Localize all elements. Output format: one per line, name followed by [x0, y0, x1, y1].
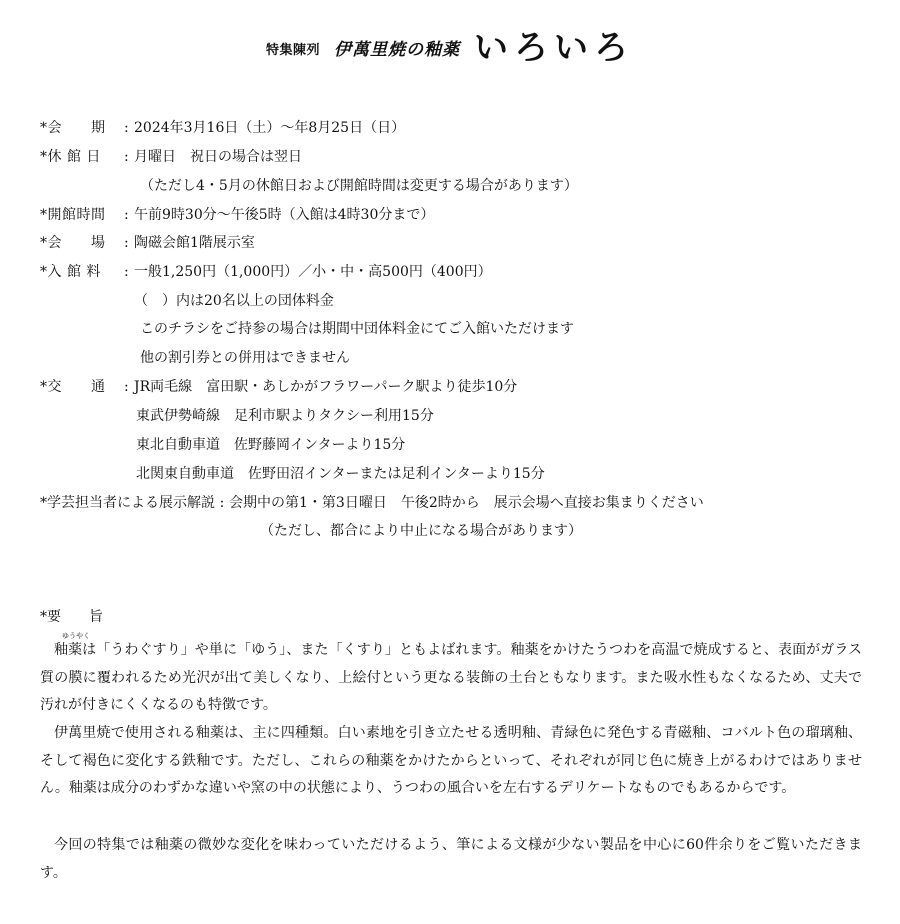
access-line: 東北自動車道 佐野藤岡インターより15分 [136, 437, 406, 453]
access-row: *交 通 : JR両毛線 富田駅・あしかがフラワーパーク駅より徒歩10分 [40, 379, 518, 395]
access-line: 北関東自動車道 佐野田沼インターまたは足利インターより15分 [136, 466, 545, 482]
hours-row: *開館時間 : 午前9時30分〜午後5時（入館は4時30分まで） [40, 207, 435, 223]
exhibition-title: 伊萬里焼の釉薬 [334, 40, 460, 60]
closed-label: *休 館 日 [40, 149, 101, 165]
talk-row: *学芸担当者による展示解説 : 会期中の第1・第3日曜日 午後2時から 展示会場へ直接お集まりください [40, 495, 704, 511]
talk-label: *学芸担当者による展示解説 [40, 495, 215, 511]
fee-label: *入 館 料 [40, 264, 101, 280]
summary-paragraph: 伊萬里焼で使用される釉薬は、主に四種類。白い素地を引き立たせる透明釉、青緑色に発色する青磁釉、コバルト色の瑠璃釉、そして褐色に変化する鉄釉です。ただし、これらの釉薬をかけたからといって、それぞれが同じ色に焼き上がるわけではありません。釉薬は成分のわずかな違いや窯の中の状態により、うつわの風合いを左右するデリケートなものでもあるからです。 [40, 725, 862, 796]
talk-note: （ただし、都合により中止になる場合があります） [260, 523, 582, 539]
hours-label: *開館時間 [40, 207, 106, 223]
hours-value: 午前9時30分〜午後5時（入館は4時30分まで） [134, 207, 435, 223]
header-label: 特集陳列 [265, 43, 320, 58]
access-line: JR両毛線 富田駅・あしかがフラワーパーク駅より徒歩10分 [134, 379, 518, 395]
closed-note: （ただし4・5月の休館日および開館時間は変更する場合があります） [140, 178, 578, 194]
closed-value: 月曜日 祝日の場合は翌日 [134, 149, 302, 165]
fee-note: （ ）内は20名以上の団体料金 [134, 293, 334, 309]
venue-row: *会 場 : 陶磁会館1階展示室 [40, 235, 255, 251]
period-label: *会 期 [40, 120, 106, 136]
fee-row: *入 館 料 : 一般1,250円（1,000円）／小・中・高500円（400円） [40, 264, 492, 280]
fee-value: 一般1,250円（1,000円）／小・中・高500円（400円） [134, 264, 492, 280]
fee-note: このチラシをご持参の場合は期間中団体料金にてご入館いただけます [140, 321, 574, 337]
access-label: *交 通 [40, 379, 106, 395]
exhibition-title-kana: いろいろ [474, 28, 634, 68]
header [0, 24, 900, 68]
summary-paragraph: 釉薬は「うわぐすり」や単に「ゆう」、また「くすり」ともよばれます。釉薬をかけたうつわを高温で焼成すると、表面がガラス質の膜に覆われるため光沢が出て美しくなり、上絵付という更なる装飾の土台ともなります。また吸水性もなくなるため、丈夫で汚れが付きにくくなるのも特徴です。 [40, 642, 862, 713]
period-value: 2024年3月16日（土）〜年8月25日（日） [134, 120, 406, 136]
venue-value: 陶磁会館1階展示室 [134, 235, 255, 251]
fee-note: 他の割引券との併用はできません [140, 350, 350, 366]
summary-heading: *要 旨 [40, 609, 103, 625]
venue-label: *会 場 [40, 235, 106, 251]
closed-row: *休 館 日 : 月曜日 祝日の場合は翌日 [40, 149, 302, 165]
access-line: 東武伊勢崎線 足利市駅よりタクシー利用15分 [136, 408, 434, 424]
talk-value: 会期中の第1・第3日曜日 午後2時から 展示会場へ直接お集まりください [229, 495, 704, 511]
ruby-yuuyaku: ゆうやく [62, 632, 90, 640]
summary-paragraph: 今回の特集では釉薬の微妙な変化を味わっていただけるよう、筆による文様が少ない製品を中心に60件余りをご覧いただきます。 [40, 837, 862, 881]
period-row: *会 期 : 2024年3月16日（土）〜年8月25日（日） [40, 120, 406, 136]
